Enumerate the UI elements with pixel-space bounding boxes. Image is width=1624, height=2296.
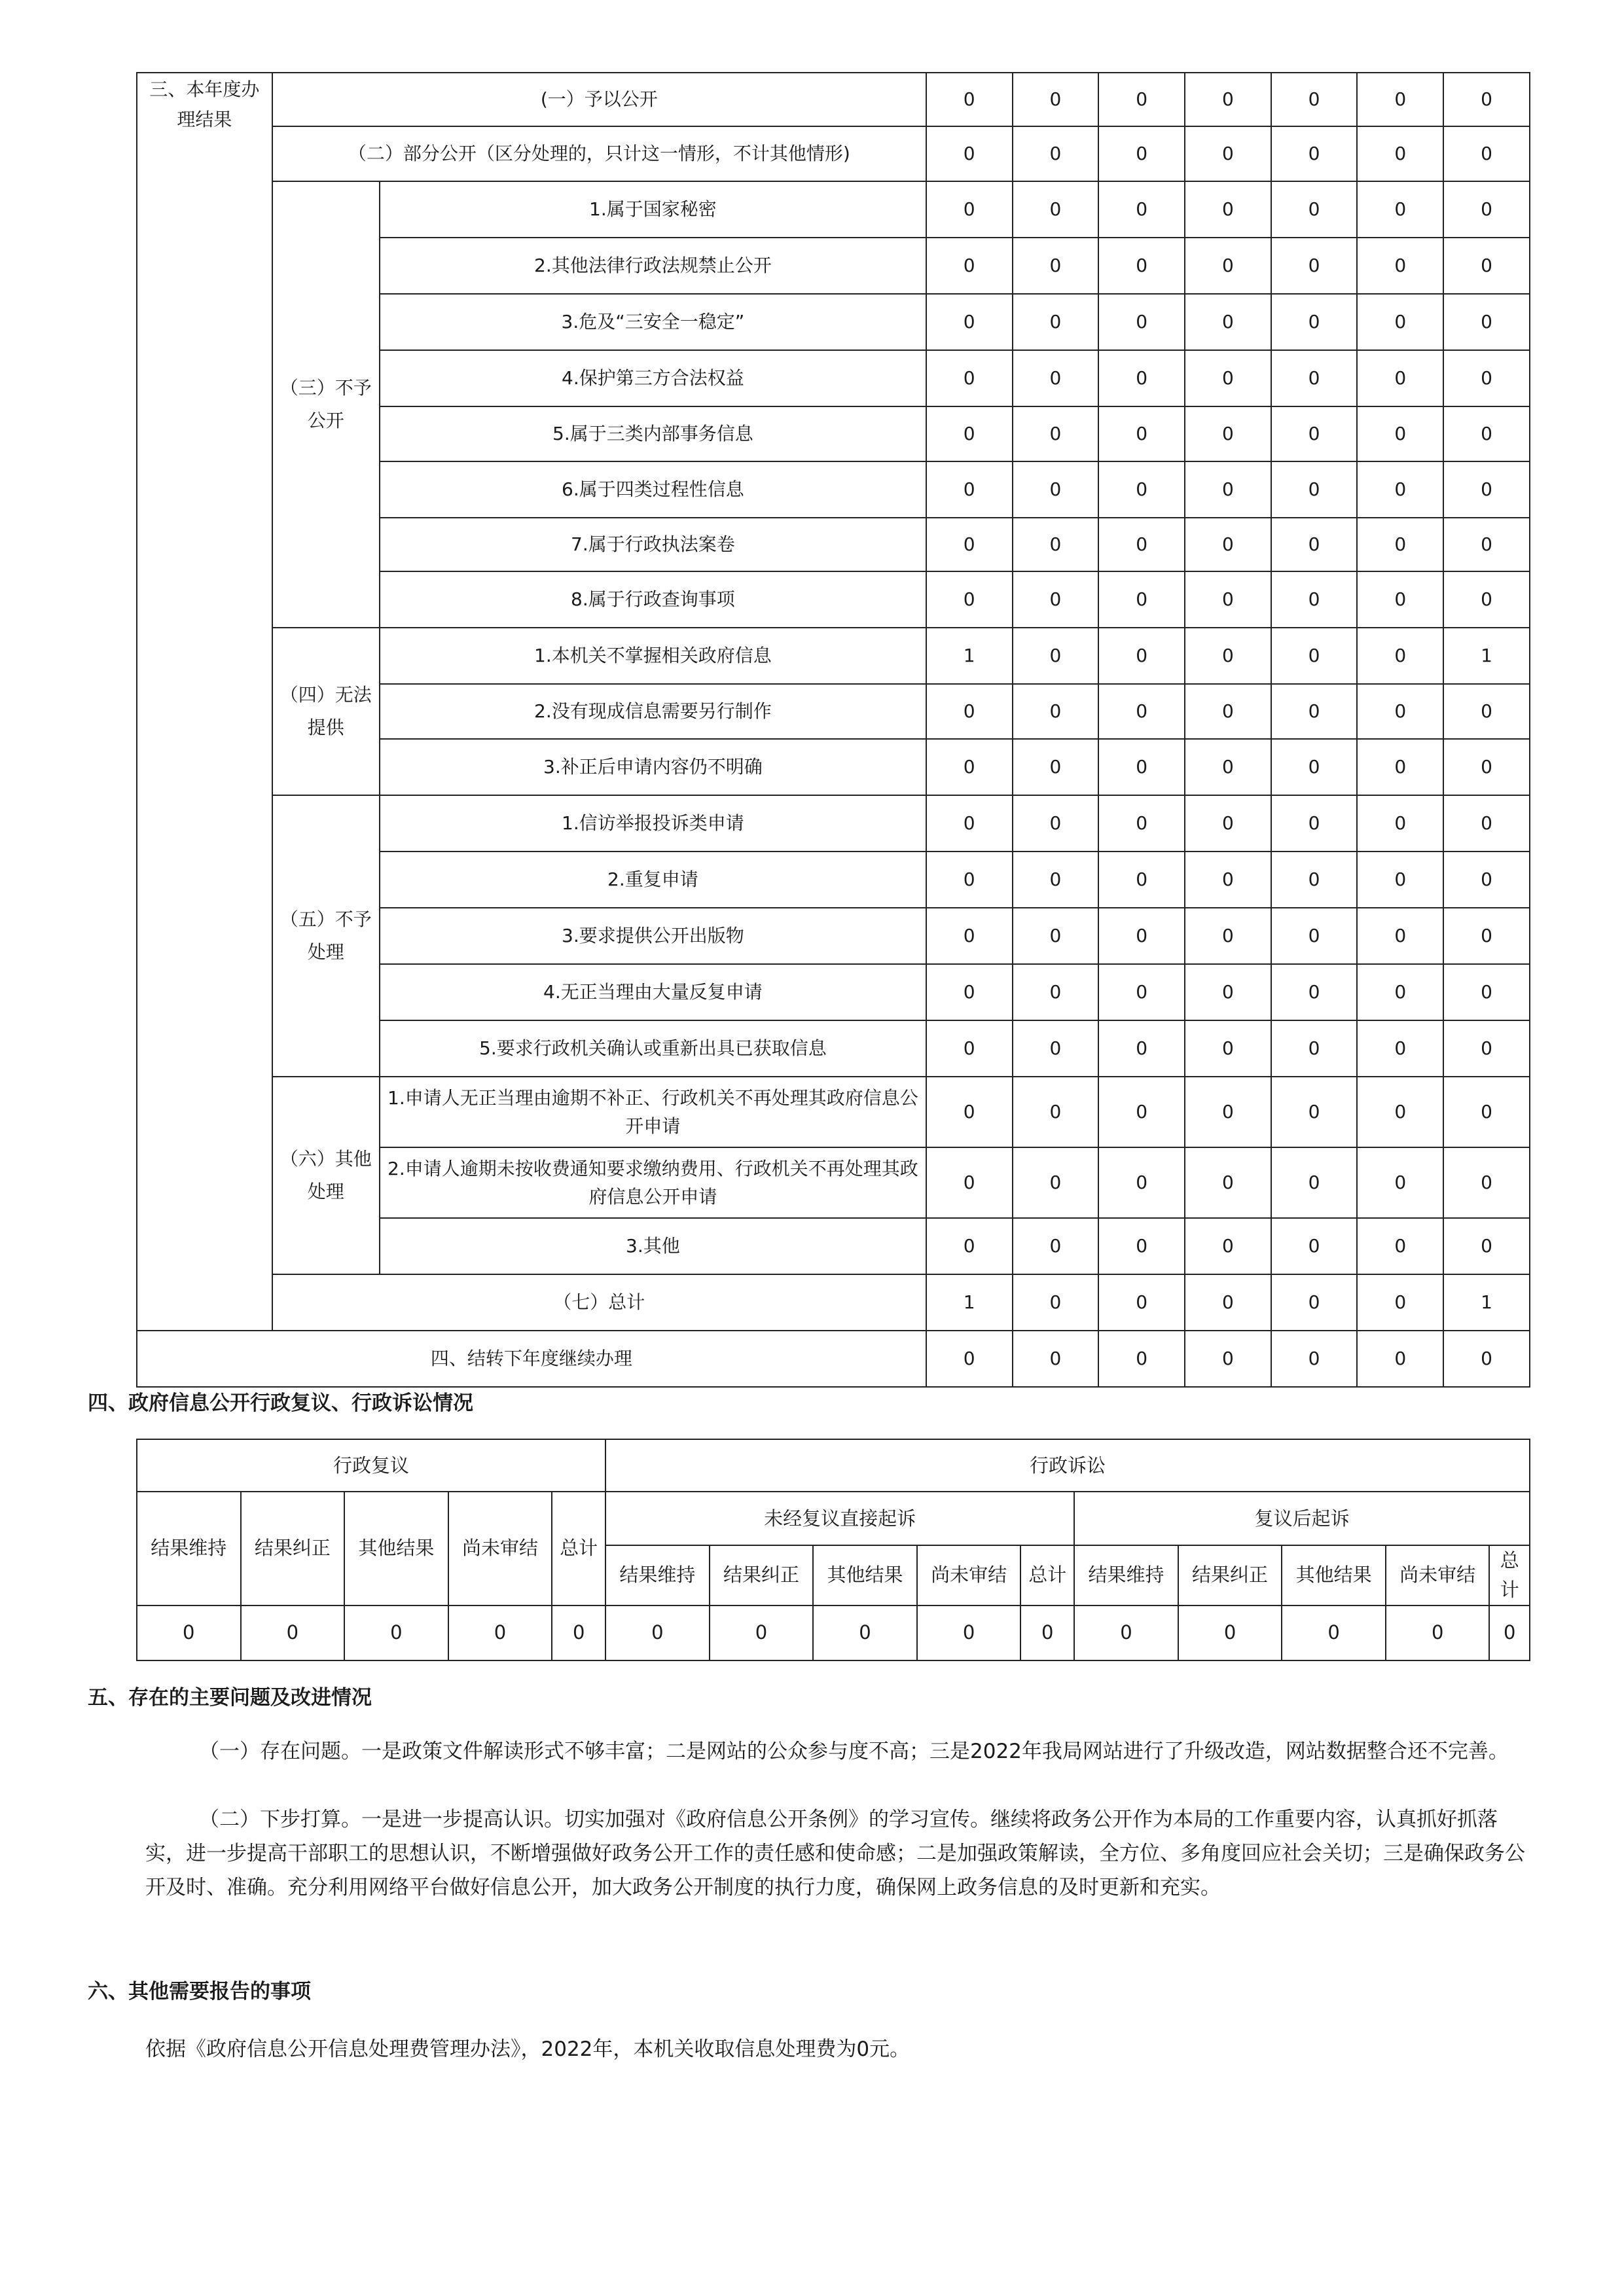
value-cell: 0 (926, 1218, 1013, 1274)
value-cell: 0 (1443, 739, 1530, 795)
table-row (137, 1492, 1530, 1545)
after-col-header: 结果纠正 (1178, 1545, 1282, 1605)
value-cell: 0 (1098, 238, 1185, 294)
review-col-header: 总计 (552, 1492, 605, 1605)
value-cell: 0 (926, 294, 1013, 350)
value-cell: 0 (1357, 739, 1443, 795)
table-row (137, 1331, 1530, 1387)
value-cell: 0 (926, 126, 1013, 181)
value-cell: 0 (1357, 350, 1443, 406)
value-cell: 0 (813, 1605, 917, 1660)
value-cell: 0 (1098, 518, 1185, 571)
value-cell: 0 (1013, 628, 1099, 684)
value-cell: 0 (1443, 1147, 1530, 1218)
row-label: 1.信访举报投诉类申请 (380, 795, 926, 852)
direct-col-header: 其他结果 (813, 1545, 917, 1605)
value-cell: 0 (1178, 1605, 1282, 1660)
value-cell: 0 (1357, 518, 1443, 571)
value-cell: 1 (926, 1274, 1013, 1331)
direct-col-header: 结果纠正 (710, 1545, 814, 1605)
review-litigation-table (136, 1439, 1530, 1661)
value-cell: 0 (1185, 1077, 1271, 1147)
value-cell: 0 (926, 73, 1013, 126)
value-cell: 0 (1098, 739, 1185, 795)
value-cell: 0 (1443, 181, 1530, 238)
value-cell: 0 (1271, 795, 1358, 852)
value-cell: 0 (1098, 1274, 1185, 1331)
value-cell: 0 (1098, 964, 1185, 1020)
row-label: 3.要求提供公开出版物 (380, 908, 926, 964)
value-cell: 0 (1013, 1077, 1099, 1147)
value-cell: 0 (1443, 1077, 1530, 1147)
row-label: 4.保护第三方合法权益 (380, 350, 926, 406)
value-cell: 0 (1098, 181, 1185, 238)
row-label: 1.本机关不掌握相关政府信息 (380, 628, 926, 684)
value-cell: 0 (1013, 571, 1099, 628)
value-cell: 0 (1013, 739, 1099, 795)
value-cell: 0 (1271, 684, 1358, 739)
value-cell: 0 (1185, 461, 1271, 518)
section5-heading: 五、存在的主要问题及改进情况 (88, 1686, 372, 1710)
section-cell: 三、本年度办理结果 (137, 73, 272, 1331)
value-cell: 1 (1443, 1274, 1530, 1331)
value-cell: 0 (1271, 1274, 1358, 1331)
direct-header: 未经复议直接起诉 (605, 1492, 1074, 1545)
value-cell: 0 (1357, 1147, 1443, 1218)
value-cell: 0 (1357, 1274, 1443, 1331)
value-cell: 0 (1443, 350, 1530, 406)
value-cell: 0 (1443, 1218, 1530, 1274)
row-label: 2.其他法律行政法规禁止公开 (380, 238, 926, 294)
section4-heading: 四、政府信息公开行政复议、行政诉讼情况 (88, 1391, 473, 1415)
value-cell: 0 (1357, 73, 1443, 126)
value-cell: 0 (1443, 795, 1530, 852)
value-cell: 1 (1443, 628, 1530, 684)
value-cell: 0 (1098, 1147, 1185, 1218)
value-cell: 0 (1357, 964, 1443, 1020)
value-cell: 0 (1185, 1147, 1271, 1218)
value-cell: 0 (1013, 1147, 1099, 1218)
table-row (137, 73, 1530, 126)
value-cell: 0 (1098, 684, 1185, 739)
row-label: (一）予以公开 (272, 73, 926, 126)
value-cell: 0 (1185, 73, 1271, 126)
value-cell: 0 (1185, 739, 1271, 795)
value-cell: 0 (1443, 461, 1530, 518)
after-header: 复议后起诉 (1074, 1492, 1530, 1545)
value-cell: 0 (1185, 518, 1271, 571)
value-cell: 0 (1013, 964, 1099, 1020)
value-cell: 0 (1357, 571, 1443, 628)
review-col-header: 尚未审结 (448, 1492, 552, 1605)
value-cell: 0 (926, 739, 1013, 795)
value-cell: 0 (1013, 350, 1099, 406)
row-label: 1.申请人无正当理由逾期不补正、行政机关不再处理其政府信息公开申请 (380, 1077, 926, 1147)
value-cell: 0 (926, 350, 1013, 406)
table-row (137, 1605, 1530, 1660)
value-cell: 0 (1271, 1020, 1358, 1077)
value-cell: 0 (1271, 571, 1358, 628)
value-cell: 0 (1271, 518, 1358, 571)
value-cell: 0 (926, 908, 1013, 964)
value-cell: 0 (1357, 1331, 1443, 1387)
row-label: 4.无正当理由大量反复申请 (380, 964, 926, 1020)
value-cell: 0 (1013, 518, 1099, 571)
value-cell: 0 (1282, 1605, 1386, 1660)
value-cell: 0 (1013, 1274, 1099, 1331)
value-cell: 0 (1098, 406, 1185, 461)
value-cell: 0 (1386, 1605, 1490, 1660)
value-cell: 0 (1098, 628, 1185, 684)
value-cell: 0 (344, 1605, 448, 1660)
value-cell: 0 (917, 1605, 1021, 1660)
value-cell: 0 (926, 795, 1013, 852)
value-cell: 0 (1013, 126, 1099, 181)
value-cell: 0 (1357, 181, 1443, 238)
value-cell: 0 (1271, 350, 1358, 406)
value-cell: 0 (1271, 73, 1358, 126)
value-cell: 0 (1098, 461, 1185, 518)
value-cell: 0 (1185, 126, 1271, 181)
value-cell: 0 (1185, 294, 1271, 350)
value-cell: 0 (1271, 908, 1358, 964)
value-cell: 0 (605, 1605, 710, 1660)
value-cell: 0 (1098, 852, 1185, 908)
after-col-header: 其他结果 (1282, 1545, 1386, 1605)
direct-col-header: 总计 (1020, 1545, 1074, 1605)
row-label: 1.属于国家秘密 (380, 181, 926, 238)
value-cell: 1 (926, 628, 1013, 684)
row-label: （二）部分公开（区分处理的，只计这一情形，不计其他情形) (272, 126, 926, 181)
value-cell: 0 (1443, 126, 1530, 181)
table-row (137, 795, 1530, 852)
value-cell: 0 (926, 964, 1013, 1020)
value-cell: 0 (1098, 126, 1185, 181)
value-cell: 0 (1357, 1077, 1443, 1147)
value-cell: 0 (1098, 350, 1185, 406)
value-cell: 0 (926, 571, 1013, 628)
value-cell: 0 (1271, 181, 1358, 238)
value-cell: 0 (1185, 350, 1271, 406)
after-col-header: 尚未审结 (1386, 1545, 1490, 1605)
value-cell: 0 (1013, 1218, 1099, 1274)
value-cell: 0 (1357, 294, 1443, 350)
row-label: 5.属于三类内部事务信息 (380, 406, 926, 461)
value-cell: 0 (1185, 795, 1271, 852)
table-row (137, 1077, 1530, 1147)
value-cell: 0 (1013, 294, 1099, 350)
direct-col-header: 结果维持 (605, 1545, 710, 1605)
value-cell: 0 (1013, 406, 1099, 461)
value-cell: 0 (1271, 126, 1358, 181)
value-cell: 0 (1013, 795, 1099, 852)
value-cell: 0 (1357, 406, 1443, 461)
value-cell: 0 (1185, 406, 1271, 461)
value-cell: 0 (1098, 571, 1185, 628)
value-cell: 0 (1013, 73, 1099, 126)
table-row (137, 628, 1530, 684)
value-cell: 0 (1443, 406, 1530, 461)
table-row (137, 1274, 1530, 1331)
value-cell: 0 (1271, 1147, 1358, 1218)
section5-problems: （一）存在问题。一是政策文件解读形式不够丰富；二是网站的公众参与度不高；三是2022年我局网站进行了升级改造，网站数据整合还不完善。 (199, 1740, 1509, 1763)
value-cell: 0 (1443, 908, 1530, 964)
row-label: 2.申请人逾期未按收费通知要求缴纳费用、行政机关不再处理其政府信息公开申请 (380, 1147, 926, 1218)
value-cell: 0 (926, 1020, 1013, 1077)
after-col-header: 结果维持 (1074, 1545, 1178, 1605)
value-cell: 0 (1443, 73, 1530, 126)
value-cell: 0 (1185, 1218, 1271, 1274)
value-cell: 0 (448, 1605, 552, 1660)
value-cell: 0 (1098, 1077, 1185, 1147)
category-cell: （五）不予处理 (272, 795, 380, 1077)
review-col-header: 结果纠正 (241, 1492, 345, 1605)
value-cell: 0 (1271, 1077, 1358, 1147)
value-cell: 0 (1185, 852, 1271, 908)
row-label: 2.重复申请 (380, 852, 926, 908)
value-cell: 0 (1185, 628, 1271, 684)
value-cell: 0 (1443, 1331, 1530, 1387)
value-cell: 0 (1443, 571, 1530, 628)
value-cell: 0 (1443, 964, 1530, 1020)
value-cell: 0 (1013, 461, 1099, 518)
review-col-header: 结果维持 (137, 1492, 241, 1605)
value-cell: 0 (1271, 739, 1358, 795)
table-row (137, 1439, 1530, 1492)
row-label: 8.属于行政查询事项 (380, 571, 926, 628)
value-cell: 0 (926, 1077, 1013, 1147)
value-cell: 0 (1013, 181, 1099, 238)
value-cell: 0 (710, 1605, 814, 1660)
review-header: 行政复议 (137, 1439, 605, 1492)
value-cell: 0 (926, 238, 1013, 294)
value-cell: 0 (1013, 908, 1099, 964)
value-cell: 0 (1098, 1020, 1185, 1077)
value-cell: 0 (137, 1605, 241, 1660)
value-cell: 0 (1443, 294, 1530, 350)
value-cell: 0 (1271, 461, 1358, 518)
value-cell: 0 (1271, 964, 1358, 1020)
value-cell: 0 (1013, 238, 1099, 294)
value-cell: 0 (926, 181, 1013, 238)
row-label: 5.要求行政机关确认或重新出具已获取信息 (380, 1020, 926, 1077)
value-cell: 0 (1185, 571, 1271, 628)
value-cell: 0 (1185, 238, 1271, 294)
value-cell: 0 (1357, 795, 1443, 852)
row-label: 7.属于行政执法案卷 (380, 518, 926, 571)
litigation-header: 行政诉讼 (605, 1439, 1530, 1492)
value-cell: 0 (1185, 1020, 1271, 1077)
value-cell: 0 (1357, 1020, 1443, 1077)
value-cell: 0 (1185, 964, 1271, 1020)
value-cell: 0 (1185, 1274, 1271, 1331)
value-cell: 0 (1443, 1020, 1530, 1077)
value-cell: 0 (1357, 684, 1443, 739)
value-cell: 0 (926, 518, 1013, 571)
value-cell: 0 (1020, 1605, 1074, 1660)
value-cell: 0 (1357, 126, 1443, 181)
value-cell: 0 (1357, 238, 1443, 294)
after-col-header: 总计 (1489, 1545, 1530, 1605)
value-cell: 0 (1271, 238, 1358, 294)
row-label: 四、结转下年度继续办理 (137, 1331, 926, 1387)
value-cell: 0 (926, 1331, 1013, 1387)
value-cell: 0 (1443, 238, 1530, 294)
value-cell: 0 (1357, 908, 1443, 964)
value-cell: 0 (926, 406, 1013, 461)
value-cell: 0 (1271, 852, 1358, 908)
row-label: 2.没有现成信息需要另行制作 (380, 684, 926, 739)
value-cell: 0 (1185, 684, 1271, 739)
review-col-header: 其他结果 (344, 1492, 448, 1605)
value-cell: 0 (1357, 628, 1443, 684)
value-cell: 0 (1074, 1605, 1178, 1660)
table-row (137, 126, 1530, 181)
value-cell: 0 (1357, 461, 1443, 518)
value-cell: 0 (1013, 852, 1099, 908)
value-cell: 0 (1098, 294, 1185, 350)
value-cell: 0 (1013, 1331, 1099, 1387)
row-label: （七）总计 (272, 1274, 926, 1331)
value-cell: 0 (1357, 852, 1443, 908)
row-label: 3.补正后申请内容仍不明确 (380, 739, 926, 795)
value-cell: 0 (1098, 1331, 1185, 1387)
value-cell: 0 (1098, 795, 1185, 852)
results-table (136, 72, 1530, 1388)
value-cell: 0 (1098, 1218, 1185, 1274)
value-cell: 0 (1489, 1605, 1530, 1660)
section6-text: 依据《政府信息公开信息处理费管理办法》，2022年，本机关收取信息处理费为0元。 (145, 2037, 911, 2061)
row-label: 3.危及“三安全一稳定” (380, 294, 926, 350)
table-row (137, 181, 1530, 238)
category-cell: （四）无法提供 (272, 628, 380, 795)
value-cell: 0 (926, 461, 1013, 518)
value-cell: 0 (1185, 181, 1271, 238)
row-label: 3.其他 (380, 1218, 926, 1274)
value-cell: 0 (1271, 1218, 1358, 1274)
value-cell: 0 (1185, 908, 1271, 964)
value-cell: 0 (1098, 73, 1185, 126)
value-cell: 0 (926, 1147, 1013, 1218)
category-cell: （三）不予公开 (272, 181, 380, 628)
value-cell: 0 (1443, 518, 1530, 571)
value-cell: 0 (1271, 1331, 1358, 1387)
value-cell: 0 (241, 1605, 345, 1660)
value-cell: 0 (1271, 294, 1358, 350)
value-cell: 0 (1271, 628, 1358, 684)
section5-plans: （二）下步打算。一是进一步提高认识。切实加强对《政府信息公开条例》的学习宣传。继续将政务公开作为本局的工作重要内容，认真抓好抓落实，进一步提高干部职工的思想认识，不断增强做好政务公开工作的责任感和使命感；二是加强政策解读，全方位、多角度回应社会关切；三是确保政务公开及时、准确。充分利用网络平台做好信息公开，加大政务公开制度的执行力度，确保网上政务信息的及时更新和充实。 (145, 1808, 1525, 1899)
value-cell: 0 (1443, 852, 1530, 908)
value-cell: 0 (552, 1605, 605, 1660)
value-cell: 0 (1185, 1331, 1271, 1387)
value-cell: 0 (1013, 1020, 1099, 1077)
section6-heading: 六、其他需要报告的事项 (88, 1980, 311, 2003)
category-cell: （六）其他处理 (272, 1077, 380, 1274)
value-cell: 0 (1357, 1218, 1443, 1274)
direct-col-header: 尚未审结 (917, 1545, 1021, 1605)
value-cell: 0 (926, 684, 1013, 739)
row-label: 6.属于四类过程性信息 (380, 461, 926, 518)
value-cell: 0 (1098, 908, 1185, 964)
value-cell: 0 (1013, 684, 1099, 739)
value-cell: 0 (1271, 406, 1358, 461)
value-cell: 0 (1443, 684, 1530, 739)
value-cell: 0 (926, 852, 1013, 908)
